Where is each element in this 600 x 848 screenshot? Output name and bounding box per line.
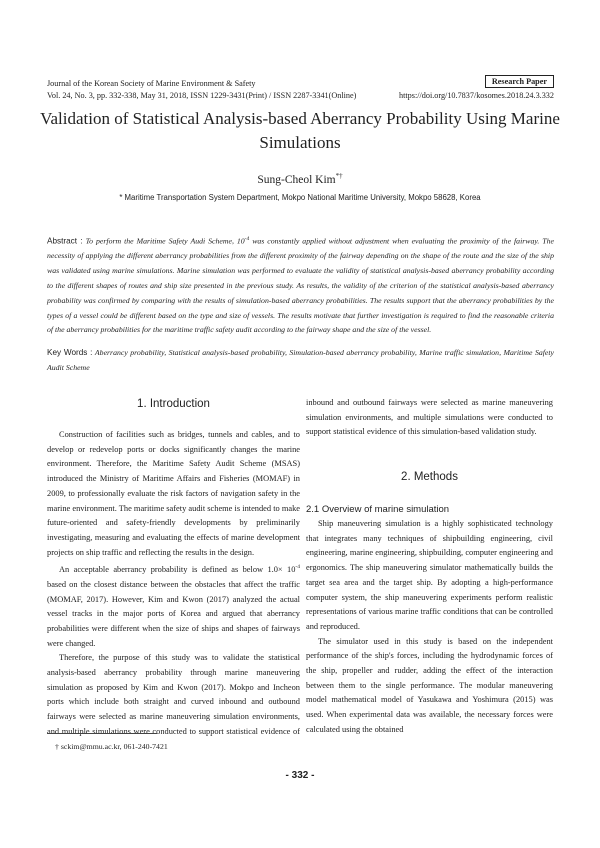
author-name: Sung-Cheol Kim — [257, 173, 336, 186]
intro-paragraph-2 — [47, 560, 300, 651]
keywords-text: Aberrancy probability, Statistical analysis-based probability, Simulation-based aberrancy probability, Marine traffic simulation, Maritime Safety Audit Scheme — [47, 348, 554, 372]
doi-link[interactable]: https://doi.org/10.7837/kosomes.2018.24.3.332 — [399, 91, 554, 100]
intro-p2-a: An acceptable aberrancy probability is defined as below 1.0× 10 — [59, 565, 296, 575]
methods-paragraph-2: The simulator used in this study is based on the independent performance of the ship's forces, including the hydrodynamic forces of the ship, propeller and rudder, adding the effect of the interaction between them to the single performance. The modular maneuvering model mathematical model of Yasukawa and Yoshimura (2015) was used. When experimental data was available, the necessary forces were calculated using the obtained — [306, 636, 553, 734]
left-column — [47, 428, 300, 739]
methods-paragraph-1: Ship maneuvering simulation is a highly sophisticated technology that integrates many techniques of shipbuilding engineering, civil engineering, marine engineering, shipbuilding, computer engineering and ergonomics. The ship maneuvering simulator mathematically builds the target sea area and the target ship. By adopting a high-performance computer system, the ship maneuvering experiments perform realistic representations of various marine traffic conditions that can be controlled and reproduced. — [306, 519, 553, 631]
intro-paragraph-3-continued: inbound and outbound fairways were selected as marine maneuvering simulation environments, and multiple simulations were conducted to support statistical evidence of this simulation-based validation study. — [306, 398, 553, 437]
methods-text — [306, 517, 553, 738]
author-mark: *† — [335, 172, 343, 180]
keywords — [47, 346, 554, 376]
article-type-badge: Research Paper — [485, 75, 554, 88]
intro-paragraph-3: Therefore, the purpose of this study was to validate the statistical analysis-based aberrancy probability through marine maneuvering simulation as proposed by Kim and Kwon (2017). Mokpo and Incheon ports which include both straight and curved inbound and outbound fairways were selected as marine maneuvering simulation environments, and multiple simulations were conducted to support statistical evidence of — [47, 653, 300, 736]
abstract-text-b: was constantly applied without adjustment when evaluating the proximity of the fairway. The necessity of applying the different aberrancy probabilities from the different proximity of the fairway depending on the shape of the route and the size of the ship was validated using marine simulations. Marine simulation was performed to evaluate the validity of statistical analysis-based aberrancy probability according to the different shapes of routes and ship size presented in the previous study. As results, the validity of the criterion of the statistical analysis-based aberrancy probability was confirmed by comparing with the results of simulation-based aberrancy probabilities. The results support that the aberrancy probabilities by the types of a vessel could be different based on the type and size of vessels. The results motivate that further investigation is required to find the reasonable criteria of the aberrancy probabilities for the maritime traffic safety audit according to the fairway shape and the size of the vessel. — [47, 236, 554, 335]
footnote-divider — [47, 733, 157, 734]
section-introduction-heading: 1. Introduction — [137, 398, 210, 410]
right-column-continuation — [306, 396, 553, 456]
intro-p2-sup: -4 — [295, 564, 300, 571]
journal-name: Journal of the Korean Society of Marine Environment & Safety — [47, 79, 256, 88]
volume-info: Vol. 24, No. 3, pp. 332-338, May 31, 2018, ISSN 1229-3431(Print) / ISSN 2287-3341(Online) — [47, 91, 357, 100]
abstract-label: Abstract : — [47, 236, 83, 246]
abstract-text-a: To perform the Maritime Safety Audi Scheme, 10 — [85, 236, 245, 246]
page-number: - 332 - — [285, 770, 315, 781]
keywords-label: Key Words : — [47, 348, 93, 357]
intro-paragraph-1: Construction of facilities such as bridges, tunnels and cables, and to develop or redevelop ports or docks significantly changes the marine environment. Therefore, the Maritime Safety Audit Scheme (MSAS) introduced the Ministry of Maritime Affairs and Fisheries (MOMAF) in 2009, to professionally evaluate the risk factors of navigation safety in the marine environment. The maritime safety audit scheme is intended to make future-oriented and safety-friendly developments by preliminarily investigating, measuring and evaluating the effects of marine development projects on ship traffic and reflecting the results in the design. — [47, 430, 300, 557]
footnote: † sckim@mmu.ac.kr, 061-240-7421 — [55, 742, 168, 751]
affiliation: * Maritime Transportation System Department, Mokpo National Maritime University, Mokpo 58628, Korea — [119, 193, 481, 202]
section-methods-heading: 2. Methods — [401, 471, 458, 483]
abstract — [47, 232, 554, 338]
intro-p2-b: based on the closest distance between the obstacles that affect the traffic (MOMAF, 2017). However, Kim and Kwon (2017) analyzed the actual vessel tracks in the major ports of Korea and argued that aberrancy probabilities were different when the size of ships and shapes of fairways were changed. — [47, 579, 300, 648]
subsection-heading: 2.1 Overview of marine simulation — [306, 504, 450, 515]
author-line — [0, 172, 600, 186]
paper-title: Validation of Statistical Analysis-based Aberrancy Probability Using Marine Simulations — [40, 109, 560, 152]
abstract-sup: -4 — [244, 236, 250, 242]
